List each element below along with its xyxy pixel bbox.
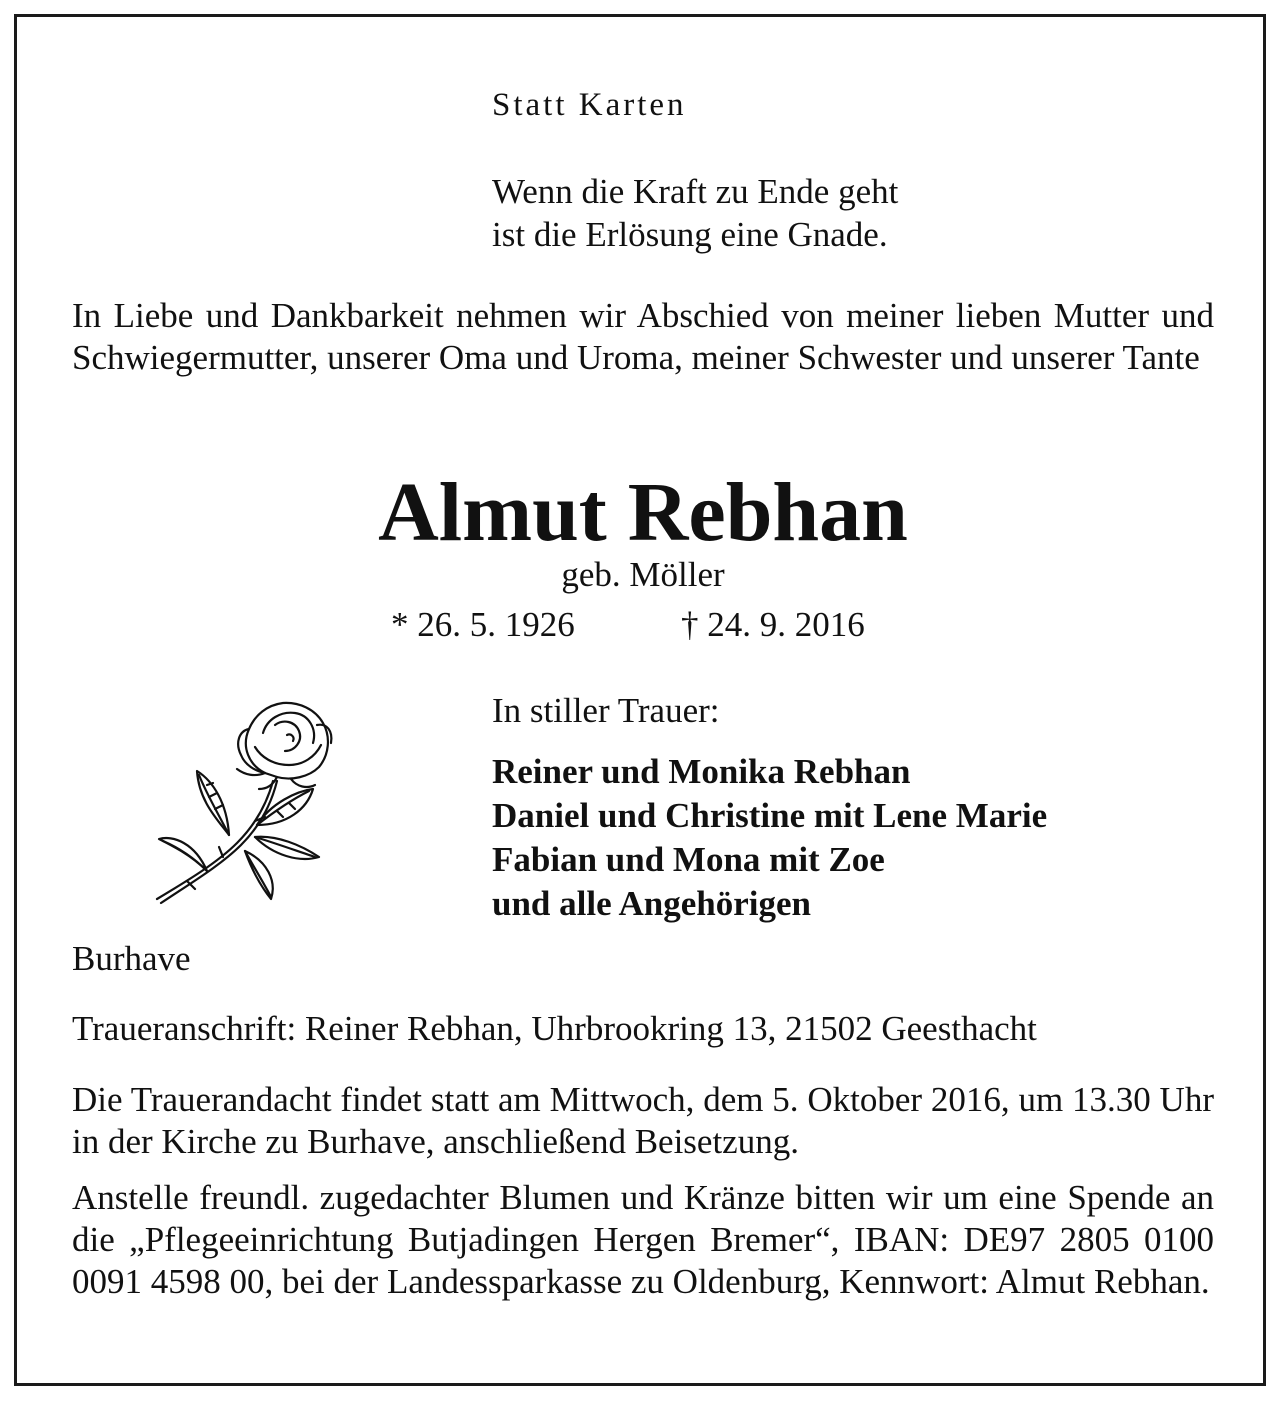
statt-karten-heading: Statt Karten [492, 87, 687, 123]
service-details: Die Trauerandacht findet statt am Mittwoch, dem 5. Oktober 2016, um 13.30 Uhr in der Kirche zu Burhave, anschließend Beisetzung. [72, 1080, 1214, 1161]
quote-line-1: Wenn die Kraft zu Ende geht [492, 172, 899, 211]
mourning-address: Traueranschrift: Reiner Rebhan, Uhrbrookring 13, 21502 Geesthacht [72, 1009, 1037, 1048]
birth-date: * 26. 5. 1926 [391, 605, 575, 644]
rose-icon [137, 685, 342, 910]
farewell-text: In Liebe und Dankbarkeit nehmen wir Abschied von meiner lieben Mutter und Schwiegermutter, unserer Oma und Uroma, meiner Schwester und unserer Tante [72, 296, 1214, 377]
obituary-notice [14, 14, 1266, 1386]
mourner-name: und alle Angehörigen [492, 884, 811, 923]
death-date: † 24. 9. 2016 [681, 605, 865, 644]
donation-request: Anstelle freundl. zugedachter Blumen und Kränze bitten wir um eine Spende an die „Pflegeeinrichtung Butjadingen Hergen Bremer“, IBAN: DE97 2805 0100 0091 4598 00, bei der Landessparkasse zu Oldenburg, Kennwort: Almut Rebhan. [72, 1178, 1214, 1301]
mourning-label: In stiller Trauer: [492, 691, 720, 730]
mourner-name: Fabian und Mona mit Zoe [492, 840, 885, 879]
mourner-name: Reiner und Monika Rebhan [492, 752, 911, 791]
quote-line-2: ist die Erlösung eine Gnade. [492, 215, 888, 254]
mourner-name: Daniel und Christine mit Lene Marie [492, 796, 1048, 835]
deceased-name: Almut Rebhan [378, 466, 908, 559]
mourners-list [492, 750, 1047, 926]
memorial-quote [492, 170, 898, 256]
maiden-name: geb. Möller [561, 555, 725, 594]
place-name: Burhave [72, 939, 191, 978]
